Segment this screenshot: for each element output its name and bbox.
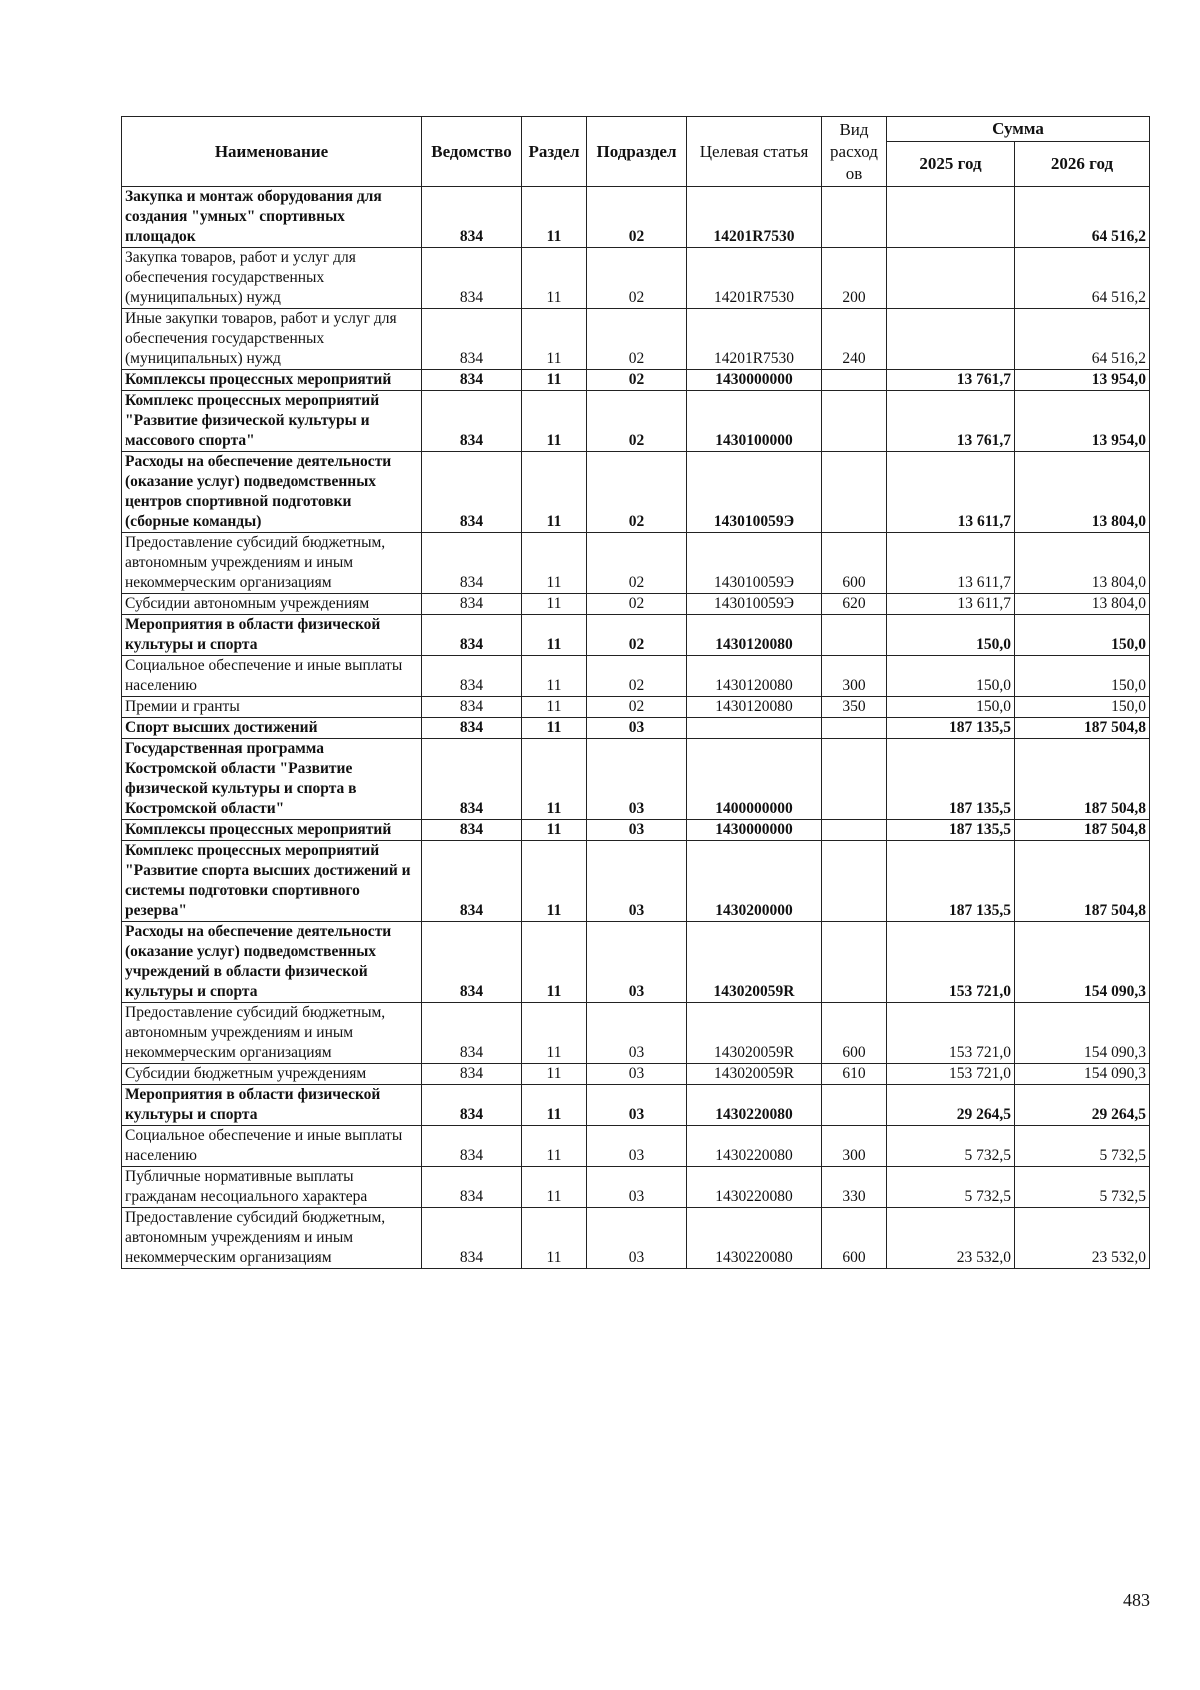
cell-dept: 834 <box>422 1085 522 1126</box>
cell-2025: 150,0 <box>887 697 1015 718</box>
cell-2026: 150,0 <box>1015 656 1150 697</box>
cell-2025: 13 611,7 <box>887 533 1015 594</box>
cell-2025: 5 732,5 <box>887 1126 1015 1167</box>
cell-name: Государственная программа Костромской области "Развитие физической культуры и спорта в Костромской области" <box>122 739 422 820</box>
cell-article: 1430220080 <box>687 1208 822 1269</box>
cell-section: 11 <box>522 739 587 820</box>
table-row <box>122 594 1150 615</box>
cell-2026: 5 732,5 <box>1015 1126 1150 1167</box>
cell-name: Закупка товаров, работ и услуг для обеспечения государственных (муниципальных) нужд <box>122 248 422 309</box>
cell-article: 143020059R <box>687 1064 822 1085</box>
cell-name: Премии и гранты <box>122 697 422 718</box>
cell-type <box>822 820 887 841</box>
cell-dept: 834 <box>422 309 522 370</box>
table-row <box>122 370 1150 391</box>
cell-subsection: 03 <box>587 1064 687 1085</box>
cell-name: Субсидии автономным учреждениям <box>122 594 422 615</box>
cell-dept: 834 <box>422 922 522 1003</box>
cell-article: 1430200000 <box>687 841 822 922</box>
cell-2025: 150,0 <box>887 656 1015 697</box>
cell-type <box>822 922 887 1003</box>
cell-section: 11 <box>522 187 587 248</box>
cell-name: Комплекс процессных мероприятий "Развитие физической культуры и массового спорта" <box>122 391 422 452</box>
table-row <box>122 718 1150 739</box>
cell-type: 600 <box>822 1208 887 1269</box>
cell-article: 1400000000 <box>687 739 822 820</box>
cell-article: 1430120080 <box>687 656 822 697</box>
cell-name: Расходы на обеспечение деятельности (оказание услуг) подведомственных учреждений в области физической культуры и спорта <box>122 922 422 1003</box>
cell-section: 11 <box>522 1167 587 1208</box>
table-row <box>122 391 1150 452</box>
cell-section: 11 <box>522 1064 587 1085</box>
cell-name: Комплекс процессных мероприятий "Развитие спорта высших достижений и системы подготовки спортивного резерва" <box>122 841 422 922</box>
cell-dept: 834 <box>422 841 522 922</box>
cell-2025: 23 532,0 <box>887 1208 1015 1269</box>
cell-2026: 154 090,3 <box>1015 1064 1150 1085</box>
cell-dept: 834 <box>422 452 522 533</box>
cell-name: Публичные нормативные выплаты гражданам несоциального характера <box>122 1167 422 1208</box>
header-subsection: Подраздел <box>587 117 687 187</box>
table-row <box>122 820 1150 841</box>
table-row <box>122 615 1150 656</box>
cell-section: 11 <box>522 594 587 615</box>
cell-type: 620 <box>822 594 887 615</box>
cell-subsection: 02 <box>587 615 687 656</box>
cell-2025: 187 135,5 <box>887 739 1015 820</box>
cell-article: 143010059Э <box>687 533 822 594</box>
cell-type: 350 <box>822 697 887 718</box>
table-row <box>122 841 1150 922</box>
cell-section: 11 <box>522 452 587 533</box>
cell-subsection: 03 <box>587 922 687 1003</box>
cell-section: 11 <box>522 718 587 739</box>
cell-article: 1430220080 <box>687 1167 822 1208</box>
cell-subsection: 03 <box>587 739 687 820</box>
cell-subsection: 02 <box>587 370 687 391</box>
cell-section: 11 <box>522 248 587 309</box>
cell-2025: 29 264,5 <box>887 1085 1015 1126</box>
cell-article: 1430120080 <box>687 697 822 718</box>
cell-2026: 13 954,0 <box>1015 391 1150 452</box>
table-body <box>122 187 1150 1269</box>
cell-article: 1430100000 <box>687 391 822 452</box>
cell-type: 300 <box>822 1126 887 1167</box>
cell-section: 11 <box>522 656 587 697</box>
cell-subsection: 03 <box>587 841 687 922</box>
table-row <box>122 697 1150 718</box>
cell-section: 11 <box>522 1085 587 1126</box>
cell-2025: 13 611,7 <box>887 452 1015 533</box>
cell-2026: 13 954,0 <box>1015 370 1150 391</box>
cell-section: 11 <box>522 922 587 1003</box>
header-section: Раздел <box>522 117 587 187</box>
table-row <box>122 452 1150 533</box>
header-article: Целевая статья <box>687 117 822 187</box>
cell-section: 11 <box>522 391 587 452</box>
cell-article: 143010059Э <box>687 452 822 533</box>
cell-type <box>822 718 887 739</box>
cell-section: 11 <box>522 1003 587 1064</box>
cell-name: Мероприятия в области физической культуры и спорта <box>122 1085 422 1126</box>
cell-2026: 5 732,5 <box>1015 1167 1150 1208</box>
cell-subsection: 02 <box>587 187 687 248</box>
cell-type: 300 <box>822 656 887 697</box>
table-row <box>122 1085 1150 1126</box>
cell-type: 240 <box>822 309 887 370</box>
cell-subsection: 03 <box>587 820 687 841</box>
cell-name: Мероприятия в области физической культуры и спорта <box>122 615 422 656</box>
cell-section: 11 <box>522 370 587 391</box>
cell-article <box>687 718 822 739</box>
cell-name: Предоставление субсидий бюджетным, автономным учреждениям и иным некоммерческим организациям <box>122 1003 422 1064</box>
cell-2026: 154 090,3 <box>1015 922 1150 1003</box>
cell-dept: 834 <box>422 718 522 739</box>
cell-article: 143020059R <box>687 922 822 1003</box>
table-row <box>122 1167 1150 1208</box>
cell-dept: 834 <box>422 739 522 820</box>
table-row <box>122 1003 1150 1064</box>
cell-name: Социальное обеспечение и иные выплаты населению <box>122 1126 422 1167</box>
cell-subsection: 02 <box>587 391 687 452</box>
cell-name: Спорт высших достижений <box>122 718 422 739</box>
cell-dept: 834 <box>422 533 522 594</box>
cell-2026: 187 504,8 <box>1015 739 1150 820</box>
cell-section: 11 <box>522 841 587 922</box>
cell-dept: 834 <box>422 1126 522 1167</box>
cell-dept: 834 <box>422 391 522 452</box>
cell-article: 1430220080 <box>687 1126 822 1167</box>
header-2026: 2026 год <box>1015 142 1150 187</box>
cell-section: 11 <box>522 1208 587 1269</box>
table-row <box>122 309 1150 370</box>
cell-name: Закупка и монтаж оборудования для создания "умных" спортивных площадок <box>122 187 422 248</box>
cell-type <box>822 391 887 452</box>
cell-article: 1430220080 <box>687 1085 822 1126</box>
cell-article: 143010059Э <box>687 594 822 615</box>
table-row <box>122 739 1150 820</box>
cell-type <box>822 841 887 922</box>
header-sum: Сумма <box>887 117 1150 142</box>
cell-subsection: 03 <box>587 1126 687 1167</box>
cell-subsection: 02 <box>587 533 687 594</box>
table-row <box>122 187 1150 248</box>
cell-type <box>822 615 887 656</box>
cell-dept: 834 <box>422 1208 522 1269</box>
cell-type <box>822 187 887 248</box>
cell-2026: 64 516,2 <box>1015 187 1150 248</box>
header-dept: Ведомство <box>422 117 522 187</box>
cell-section: 11 <box>522 820 587 841</box>
cell-subsection: 02 <box>587 697 687 718</box>
cell-2025: 150,0 <box>887 615 1015 656</box>
header-row <box>122 117 1150 142</box>
cell-2026: 13 804,0 <box>1015 533 1150 594</box>
table-row <box>122 656 1150 697</box>
cell-dept: 834 <box>422 370 522 391</box>
cell-subsection: 03 <box>587 1208 687 1269</box>
cell-subsection: 02 <box>587 452 687 533</box>
cell-2025 <box>887 309 1015 370</box>
cell-article: 143020059R <box>687 1003 822 1064</box>
cell-name: Комплексы процессных мероприятий <box>122 820 422 841</box>
cell-2026: 187 504,8 <box>1015 841 1150 922</box>
cell-article: 14201R7530 <box>687 248 822 309</box>
cell-type: 600 <box>822 1003 887 1064</box>
cell-name: Субсидии бюджетным учреждениям <box>122 1064 422 1085</box>
cell-2026: 150,0 <box>1015 615 1150 656</box>
cell-type: 610 <box>822 1064 887 1085</box>
cell-section: 11 <box>522 697 587 718</box>
cell-type: 330 <box>822 1167 887 1208</box>
cell-subsection: 03 <box>587 1003 687 1064</box>
cell-article: 14201R7530 <box>687 187 822 248</box>
table-row <box>122 922 1150 1003</box>
cell-2025: 5 732,5 <box>887 1167 1015 1208</box>
cell-2025: 187 135,5 <box>887 820 1015 841</box>
cell-dept: 834 <box>422 615 522 656</box>
cell-type <box>822 452 887 533</box>
cell-type: 600 <box>822 533 887 594</box>
cell-type <box>822 370 887 391</box>
cell-2026: 150,0 <box>1015 697 1150 718</box>
cell-2025: 187 135,5 <box>887 718 1015 739</box>
cell-2026: 29 264,5 <box>1015 1085 1150 1126</box>
cell-2025: 13 761,7 <box>887 391 1015 452</box>
cell-subsection: 03 <box>587 718 687 739</box>
cell-dept: 834 <box>422 594 522 615</box>
cell-type <box>822 1085 887 1126</box>
cell-2026: 154 090,3 <box>1015 1003 1150 1064</box>
cell-subsection: 02 <box>587 309 687 370</box>
cell-name: Предоставление субсидий бюджетным, автономным учреждениям и иным некоммерческим организациям <box>122 1208 422 1269</box>
cell-name: Расходы на обеспечение деятельности (оказание услуг) подведомственных центров спортивной подготовки (сборные команды) <box>122 452 422 533</box>
cell-dept: 834 <box>422 1167 522 1208</box>
cell-dept: 834 <box>422 656 522 697</box>
cell-name: Иные закупки товаров, работ и услуг для обеспечения государственных (муниципальных) нужд <box>122 309 422 370</box>
cell-2025: 13 761,7 <box>887 370 1015 391</box>
cell-dept: 834 <box>422 187 522 248</box>
cell-name: Комплексы процессных мероприятий <box>122 370 422 391</box>
cell-2026: 187 504,8 <box>1015 820 1150 841</box>
cell-section: 11 <box>522 1126 587 1167</box>
cell-type: 200 <box>822 248 887 309</box>
cell-2025 <box>887 248 1015 309</box>
cell-2026: 13 804,0 <box>1015 452 1150 533</box>
cell-dept: 834 <box>422 1064 522 1085</box>
cell-dept: 834 <box>422 1003 522 1064</box>
cell-2025: 153 721,0 <box>887 1064 1015 1085</box>
page-number: 483 <box>1123 1590 1150 1610</box>
cell-dept: 834 <box>422 697 522 718</box>
cell-subsection: 03 <box>587 1085 687 1126</box>
cell-name: Социальное обеспечение и иные выплаты населению <box>122 656 422 697</box>
cell-2025: 153 721,0 <box>887 1003 1015 1064</box>
cell-name: Предоставление субсидий бюджетным, автономным учреждениям и иным некоммерческим организациям <box>122 533 422 594</box>
cell-2025: 153 721,0 <box>887 922 1015 1003</box>
cell-article: 1430120080 <box>687 615 822 656</box>
cell-2026: 187 504,8 <box>1015 718 1150 739</box>
cell-subsection: 03 <box>587 1167 687 1208</box>
header-type: Вид расход ов <box>822 117 887 187</box>
cell-subsection: 02 <box>587 656 687 697</box>
cell-dept: 834 <box>422 820 522 841</box>
cell-section: 11 <box>522 533 587 594</box>
cell-type <box>822 739 887 820</box>
cell-section: 11 <box>522 615 587 656</box>
budget-table <box>121 116 1150 1269</box>
table-row <box>122 248 1150 309</box>
cell-dept: 834 <box>422 248 522 309</box>
cell-article: 14201R7530 <box>687 309 822 370</box>
cell-2026: 13 804,0 <box>1015 594 1150 615</box>
cell-article: 1430000000 <box>687 820 822 841</box>
cell-2026: 23 532,0 <box>1015 1208 1150 1269</box>
table-row <box>122 1208 1150 1269</box>
cell-2025: 187 135,5 <box>887 841 1015 922</box>
cell-subsection: 02 <box>587 248 687 309</box>
cell-subsection: 02 <box>587 594 687 615</box>
cell-2026: 64 516,2 <box>1015 309 1150 370</box>
header-name: Наименование <box>122 117 422 187</box>
header-2025: 2025 год <box>887 142 1015 187</box>
cell-section: 11 <box>522 309 587 370</box>
cell-article: 1430000000 <box>687 370 822 391</box>
cell-2026: 64 516,2 <box>1015 248 1150 309</box>
cell-2025: 13 611,7 <box>887 594 1015 615</box>
table-row <box>122 1064 1150 1085</box>
cell-2025 <box>887 187 1015 248</box>
table-row <box>122 533 1150 594</box>
table-row <box>122 1126 1150 1167</box>
